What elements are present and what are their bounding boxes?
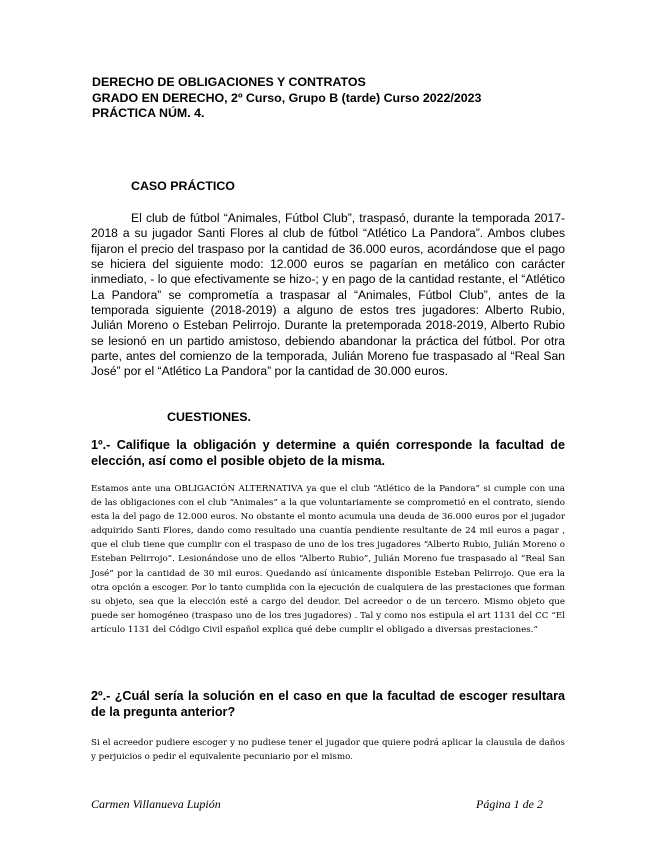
document-header xyxy=(92,75,572,122)
question-2-heading: 2º.- ¿Cuál sería la solución en el caso en que la facultad de escoger resultara de la pregunta anterior? xyxy=(91,689,565,719)
case-title: CASO PRÁCTICO xyxy=(131,179,235,193)
footer-page-number: Página 1 de 2 xyxy=(476,797,543,811)
question-1-answer: Estamos ante una OBLIGACIÓN ALTERNATIVA ya que el club “Atlético de la Pandora” si cumple con una de las obligaciones con el club “Animales” a la que voluntariamente se comprometió en el contrato, siendo esta la del pago de 12.000 euros. No obstante el monto acumula una deuda de 36.000 euros por el jugador adquirido Santi Flores, dando como resultado una cuantía pendiente resultante de 24 mil euros a pagar , que el club tiene que cumplir con el traspaso de uno de los tres jugadores “Alberto Rubio, Julián Moreno o Esteban Pelirrojo”. Lesionándose uno de ellos “Alberto Rubio”, Julián Moreno fue traspasado al “Real San José” por la cantidad de 30 mil euros. Quedando así únicamente disponible Esteban Pelirrojo. Que era la otra opción a escoger. Por lo tanto cumplida con la ejecución de cualquiera de las prestaciones que forman su objeto, sea que la elección esté a cargo del deudor. Del acreedor o de un tercero. Mismo objeto que puede ser homogéneo (traspaso uno de los tres jugadores) . Tal y como nos estipula el art 1131 del CC “El artículo 1131 del Código Civil español explica qué debe cumplir el obligado a diversas prestaciones.” xyxy=(91,484,565,635)
footer-author: Carmen Villanueva Lupión xyxy=(91,797,221,811)
questions-title: CUESTIONES. xyxy=(167,410,251,424)
case-body: El club de fútbol “Animales, Fútbol Club”, traspasó, durante la temporada 2017-2018 a su jugador Santi Flores al club de fútbol “Atlético La Pandora”. Ambos clubes fijaron el precio del traspaso por la cantidad de 36.000 euros, acordándose que el pago se hiciera del siguiente modo: 12.000 euros se pagarían en metálico con carácter inmediato, - lo que efectivamente se hizo-; y en pago de la cantidad restante, el “Atlético La Pandora” se comprometía a traspasar al “Animales, Fútbol Club”, antes de la temporada siguiente (2018-2019) a alguno de estos tres jugadores: Alberto Rubio, Julián Moreno o Esteban Pelirrojo. Durante la pretemporada 2018-2019, Alberto Rubio se lesionó en un partido amistoso, debiendo abandonar la práctica del fútbol. Por otra parte, antes del comienzo de la temporada, Julián Moreno fue traspasado al “Real San José” por el “Atlético La Pandora” por la cantidad de 30.000 euros. xyxy=(91,211,565,379)
question-1-heading: 1º.- Califique la obligación y determine a quién corresponde la facultad de elección, así como el posible objeto de la misma. xyxy=(91,438,565,468)
question-2-answer: Si el acreedor pudiere escoger y no pudiese tener el jugador que quiere podrá aplicar la clausula de daños y perjuicios o pedir el equivalente pecuniario por el mismo. xyxy=(91,738,565,763)
practice-number: PRÁCTICA NÚM. 4. xyxy=(92,106,205,120)
course-title: DERECHO DE OBLIGACIONES Y CONTRATOS xyxy=(92,75,366,89)
course-info: GRADO EN DERECHO, 2º Curso, Grupo B (tarde) Curso 2022/2023 xyxy=(92,90,482,105)
